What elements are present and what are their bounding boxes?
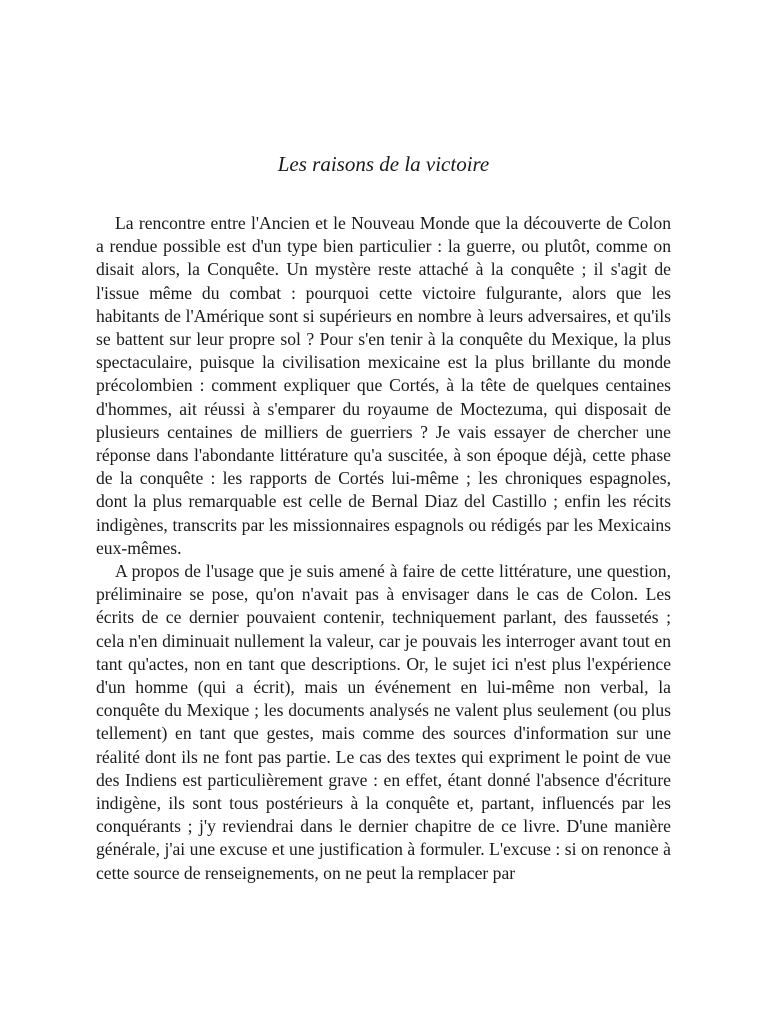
paragraph: La rencontre entre l'Ancien et le Nouveau Monde que la découverte de Colon a rendue possible est d'un type bien particulier : la guerre, ou plutôt, comme on disait alors, la Conquête. Un mystère reste attaché à la conquête ; il s'agit de l'issue même du combat : pourquoi cette victoire fulgurante, alors que les habitants de l'Amérique sont si supérieurs en nombre à leurs adversaires, et qu'ils se battent sur leur propre sol ? Pour s'en tenir à la conquête du Mexique, la plus spectaculaire, puisque la civilisation mexicaine est la plus brillante du monde précolombien : comment expliquer que Cortés, à la tête de quelques centaines d'hommes, ait réussi à s'emparer du royaume de Moctezuma, qui disposait de plusieurs centaines de milliers de guerriers ? Je vais essayer de chercher une réponse dans l'abondante littérature qu'a suscitée, à son époque déjà, cette phase de la conquête : les rapports de Cortés lui-même ; les chroniques espagnoles, dont la plus remarquable est celle de Bernal Diaz del Castillo ; enfin les récits indigènes, transcrits par les missionnaires espagnols ou rédigés par les Mexicains eux-mêmes.	[96, 213, 671, 558]
paragraph: A propos de l'usage que je suis amené à faire de cette littérature, une question, préliminaire se pose, qu'on n'avait pas à envisager dans le cas de Colon. Les écrits de ce dernier pouvaient contenir, techniquement parlant, des faussetés ; cela n'en diminuait nullement la valeur, car je pouvais les interroger avant tout en tant qu'actes, non en tant que descriptions. Or, le sujet ici n'est plus l'expérience d'un homme (qui a écrit), mais un événement en lui-même non verbal, la conquête du Mexique ; les documents analysés ne valent plus seulement (ou plus tellement) en tant que gestes, mais comme des sources d'information sur une réalité dont ils ne font pas partie. Le cas des textes qui expriment le point de vue des Indiens est particulièrement grave : en effet, étant donné l'absence d'écriture indigène, ils sont tous postérieurs à la conquête et, partant, influencés par les conquérants ; j'y reviendrai dans le dernier chapitre de ce livre. D'une manière générale, j'ai une excuse et une justification à formuler. L'excuse : si on renonce à cette source de renseignements, on ne peut la remplacer par	[96, 561, 671, 883]
book-page	[96, 150, 671, 885]
chapter-title: Les raisons de la victoire	[277, 152, 490, 176]
